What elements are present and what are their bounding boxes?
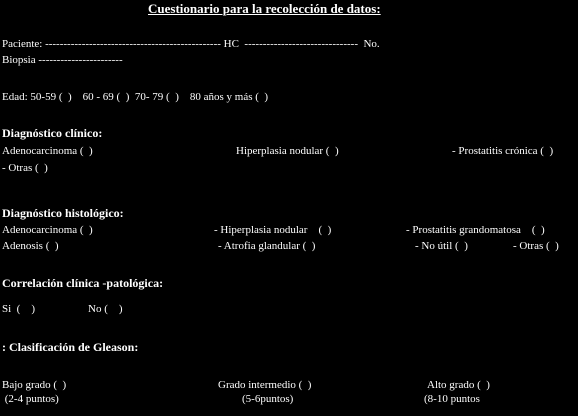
histo-adenocarcinoma-option: Adenocarcinoma ( ) [2,224,93,236]
correlation-no-option: No ( ) [88,303,123,315]
clinical-prostatitis-option: - Prostatitis crónica ( ) [452,145,554,157]
clinical-others-option: - Otras ( ) [2,162,48,174]
page-title: Cuestionario para la recolección de datos: [148,1,381,16]
patient-field-line: Paciente: ------------------------------------------------ HC ------------------------------- No. [2,38,380,50]
gleason-low-option: Bajo grado ( ) [2,379,67,391]
age-options: Edad: 50-59 ( ) 60 - 69 ( ) 70- 79 ( ) 80 años y más ( ) [2,91,269,103]
clinical-adenocarcinoma-option: Adenocarcinoma ( ) [2,145,93,157]
histo-others-option: - Otras ( ) [513,240,559,252]
gleason-intermediate-points: (5-6puntos) [242,393,294,405]
histo-hyperplasia-option: - Hiperplasia nodular ( ) [214,224,332,236]
gleason-intermediate-option: Grado intermedio ( ) [218,379,312,391]
gleason-low-points: (2-4 puntos) [2,393,59,405]
clinical-diagnosis-heading: Diagnóstico clínico: [2,126,103,140]
histological-diagnosis-heading: Diagnóstico histológico: [2,206,124,220]
histo-not-useful-option: - No útil ( ) [415,240,468,252]
clinical-hyperplasia-option: Hiperplasia nodular ( ) [236,145,339,157]
correlation-heading: Correlación clínica -patológica: [2,276,164,290]
gleason-heading: : Clasificación de Gleason: [2,340,139,354]
histo-adenosis-option: Adenosis ( ) [2,240,59,252]
gleason-high-option: Alto grado ( ) [427,379,490,391]
gleason-high-points: (8-10 puntos [424,393,480,405]
histo-atrophy-option: - Atrofia glandular ( ) [218,240,316,252]
histo-prostatitis-option: - Prostatitis grandomatosa ( ) [406,224,545,236]
biopsy-field-line: Biopsia ----------------------- [2,54,123,66]
correlation-yes-option: Si ( ) [2,303,35,315]
